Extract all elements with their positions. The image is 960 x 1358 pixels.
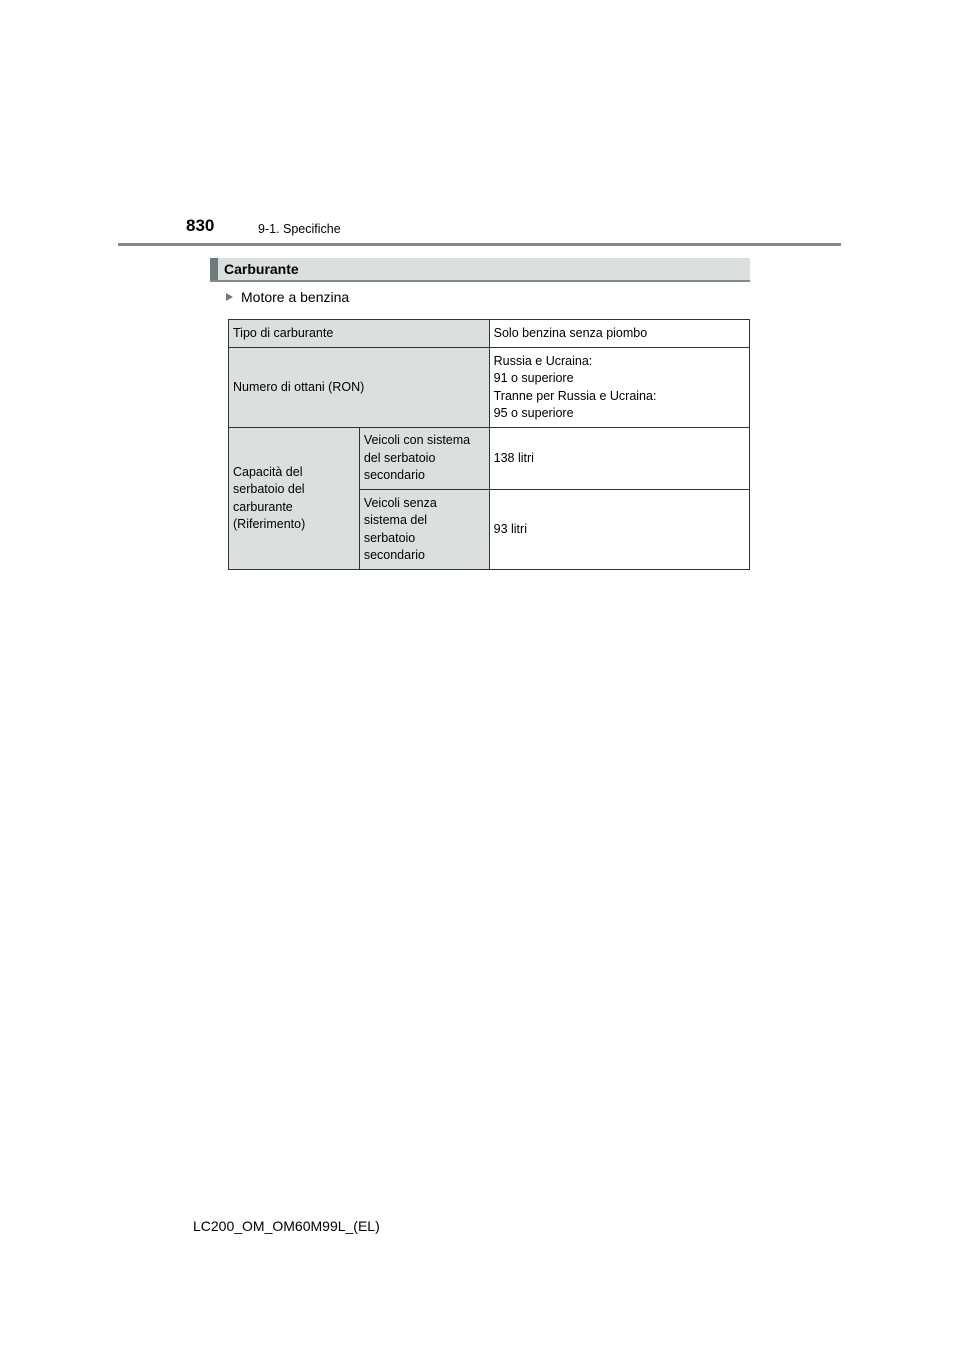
- triangle-bullet-icon: [226, 293, 233, 301]
- section-reference: 9-1. Specifiche: [258, 222, 341, 236]
- table-row: [229, 348, 750, 428]
- without-secondary-tank-label: Veicoli senza sistema del serbatoio secondario: [359, 490, 489, 570]
- octane-value: Russia e Ucraina: 91 o superiore Tranne per Russia e Ucraina: 95 o superiore: [489, 348, 749, 428]
- with-secondary-tank-value: 138 litri: [489, 428, 749, 490]
- table-row: [229, 428, 750, 490]
- fuel-type-label: Tipo di carburante: [229, 320, 490, 348]
- section-title: Carburante: [224, 261, 299, 277]
- section-heading: [210, 258, 750, 282]
- fuel-type-value: Solo benzina senza piombo: [489, 320, 749, 348]
- engine-type-label: Motore a benzina: [241, 289, 350, 305]
- octane-label: Numero di ottani (RON): [229, 348, 490, 428]
- header-divider: [118, 243, 841, 246]
- tank-capacity-label: Capacità del serbatoio del carburante (Riferimento): [229, 428, 360, 570]
- document-code-footer: LC200_OM_OM60M99L_(EL): [193, 1218, 380, 1234]
- heading-accent-bar: [210, 258, 218, 280]
- with-secondary-tank-label: Veicoli con sistema del serbatoio secondario: [359, 428, 489, 490]
- fuel-spec-table: [228, 319, 750, 570]
- without-secondary-tank-value: 93 litri: [489, 490, 749, 570]
- page-number: 830: [186, 216, 215, 235]
- table-row: [229, 320, 750, 348]
- engine-type-bullet: [226, 289, 349, 305]
